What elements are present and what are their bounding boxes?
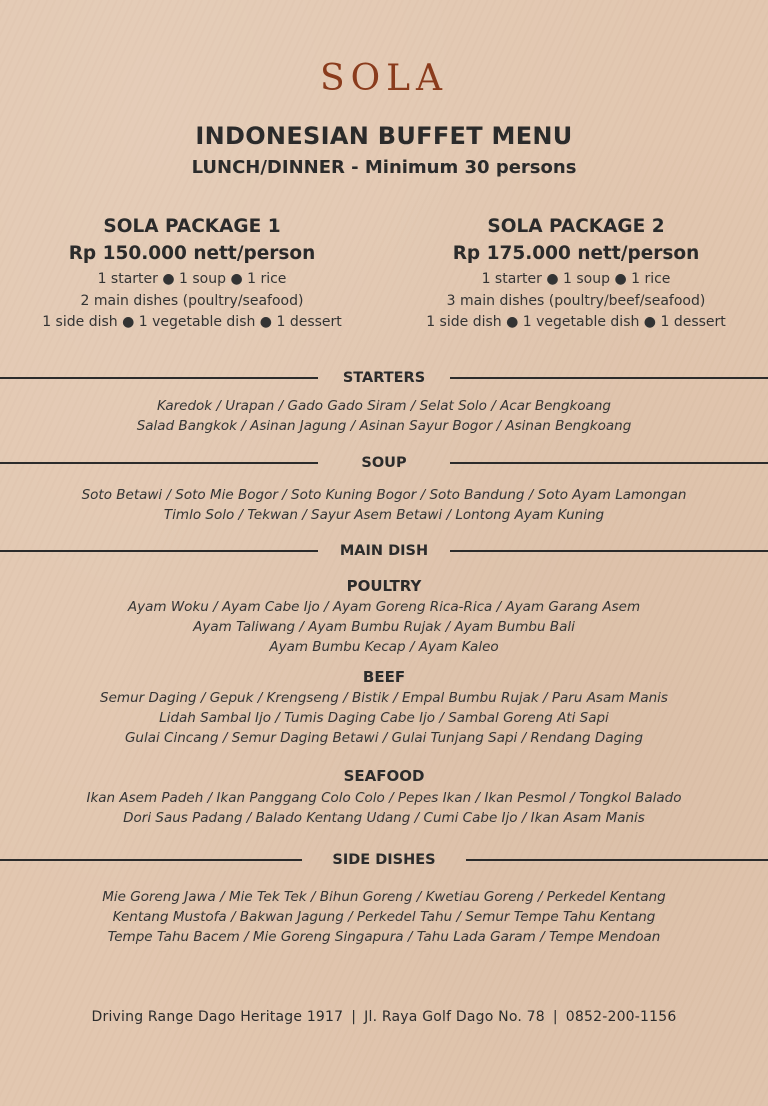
seafood-list [0, 788, 768, 828]
poultry-heading: POULTRY [346, 577, 422, 595]
package-1-line: 1 starter ● 1 soup ● 1 rice [97, 271, 287, 287]
footer-phone: 0852-200-1156 [565, 1009, 677, 1025]
package-1-name: SOLA PACKAGE 1 [103, 216, 281, 237]
sola-logo: SOLA [319, 58, 449, 99]
dish-line: Soto Betawi / Soto Mie Bogor / Soto Kuning Bogor / Soto Bandung / Soto Ayam Lamongan [81, 487, 687, 503]
page-title: INDONESIAN BUFFET MENU [195, 122, 573, 150]
dish-line: Kentang Mustofa / Bakwan Jagung / Perkedel Tahu / Semur Tempe Tahu Kentang [112, 909, 656, 925]
side-dishes-heading: SIDE DISHES [332, 852, 436, 868]
dish-line: Salad Bangkok / Asinan Jagung / Asinan Sayur Bogor / Asinan Bengkoang [136, 418, 632, 434]
footer-venue: Driving Range Dago Heritage 1917 [91, 1009, 344, 1025]
dish-line: Timlo Solo / Tekwan / Sayur Asem Betawi / Lontong Ayam Kuning [163, 507, 605, 523]
page-subtitle: LUNCH/DINNER - Minimum 30 persons [191, 157, 577, 178]
package-2-price: Rp 175.000 nett/person [452, 243, 700, 264]
soup-divider [0, 453, 768, 473]
footer-separator: | [351, 1009, 357, 1025]
dish-line: Lidah Sambal Ijo / Tumis Daging Cabe Ijo / Sambal Goreng Ati Sapi [159, 710, 609, 726]
package-1-line: 2 main dishes (poultry/seafood) [80, 292, 304, 309]
dish-line: Ayam Bumbu Kecap / Ayam Kaleo [269, 639, 499, 655]
poultry-list [0, 597, 768, 657]
footer-address: Jl. Raya Golf Dago No. 78 [364, 1009, 545, 1025]
soup-heading: SOUP [361, 455, 407, 471]
package-2-line: 1 side dish ● 1 vegetable dish ● 1 dessert [426, 314, 726, 330]
package-1-price: Rp 150.000 nett/person [68, 243, 316, 264]
package-1-line: 1 side dish ● 1 vegetable dish ● 1 dessert [42, 314, 342, 330]
main-dish-divider [0, 541, 768, 561]
side-dishes-list [0, 887, 768, 947]
main-dish-heading: MAIN DISH [339, 543, 429, 559]
beef-heading: BEEF [362, 668, 406, 686]
dish-line: Semur Daging / Gepuk / Krengseng / Bistik / Empal Bumbu Rujak / Paru Asam Manis [100, 690, 668, 706]
footer-separator: | [552, 1009, 558, 1025]
dish-line: Ayam Taliwang / Ayam Bumbu Rujak / Ayam Bumbu Bali [193, 619, 575, 635]
dish-line: Mie Goreng Jawa / Mie Tek Tek / Bihun Goreng / Kwetiau Goreng / Perkedel Kentang [102, 889, 666, 905]
package-2-line: 1 starter ● 1 soup ● 1 rice [481, 271, 671, 287]
starters-heading: STARTERS [342, 370, 426, 386]
soup-list [0, 485, 768, 525]
dish-line: Dori Saus Padang / Balado Kentang Udang / Cumi Cabe Ijo / Ikan Asam Manis [123, 810, 645, 826]
seafood-heading: SEAFOOD [343, 767, 425, 785]
footer-contact [0, 1009, 768, 1025]
package-2 [384, 215, 768, 334]
starters-list [0, 396, 768, 436]
beef-list [0, 688, 768, 748]
starters-divider [0, 368, 768, 388]
dish-line: Ayam Woku / Ayam Cabe Ijo / Ayam Goreng Rica-Rica / Ayam Garang Asem [127, 599, 641, 615]
dish-line: Gulai Cincang / Semur Daging Betawi / Gulai Tunjang Sapi / Rendang Daging [124, 730, 644, 746]
package-2-name: SOLA PACKAGE 2 [487, 216, 665, 237]
side-dishes-divider [0, 850, 768, 870]
dish-line: Karedok / Urapan / Gado Gado Siram / Selat Solo / Acar Bengkoang [156, 398, 612, 414]
package-2-line: 3 main dishes (poultry/beef/seafood) [446, 292, 706, 309]
dish-line: Ikan Asem Padeh / Ikan Panggang Colo Colo / Pepes Ikan / Ikan Pesmol / Tongkol Balado [86, 790, 682, 806]
dish-line: Tempe Tahu Bacem / Mie Goreng Singapura / Tahu Lada Garam / Tempe Mendoan [107, 929, 661, 945]
package-1 [0, 215, 384, 334]
